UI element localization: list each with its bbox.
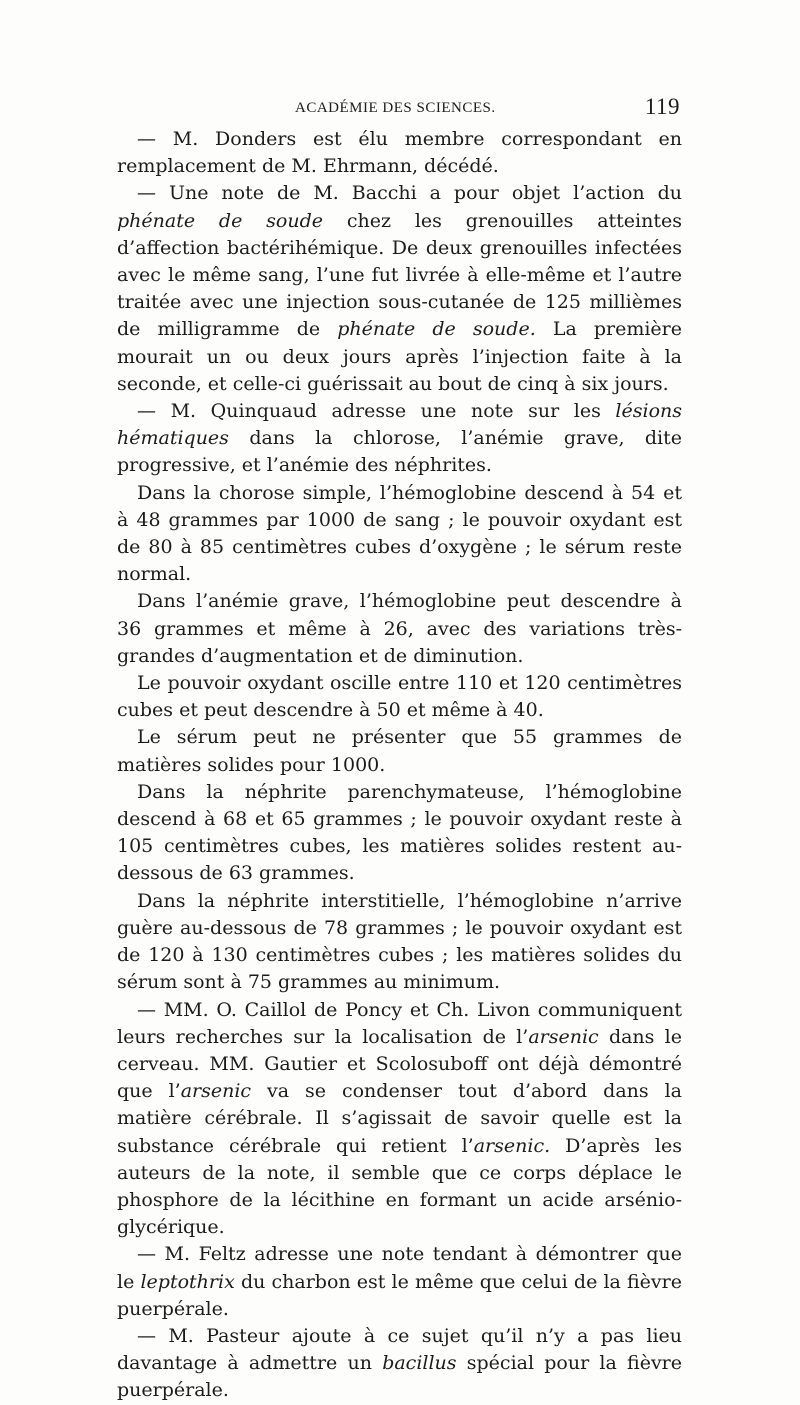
text-run: chez les grenouilles atteintes d’affection bactérihémique. De deux grenouilles infectées avec le même sang, l’une fut livrée à elle-même et l’autre traitée avec une injection sous-cutanée de 125 millièmes de milligramme de xyxy=(117,209,682,341)
text-run: Dans la chorose simple, l’hémoglobine descend à 54 et à 48 grammes par 1000 de sang ; le pouvoir oxydant est de 80 à 85 centimètres cubes d’oxygène ; le sérum reste normal. xyxy=(117,481,682,586)
paragraph xyxy=(117,670,682,724)
running-head xyxy=(117,96,682,124)
paragraph xyxy=(117,180,682,398)
paragraph xyxy=(117,1241,682,1323)
text-run: D’après les auteurs de la note, il semble que ce corps déplace le phosphore de la lécithine en formant un acide arsénio-glycérique. xyxy=(117,1134,682,1239)
running-title: ACADÉMIE DES SCIENCES. xyxy=(295,100,496,116)
text-run: dans la chlorose, l’anémie grave, dite progressive, et l’anémie des néphrites. xyxy=(117,427,682,477)
text-run: Dans la néphrite interstitielle, l’hémoglobine n’arrive guère au-dessous de 78 grammes ; le pouvoir oxydant est de 120 à 130 centimètres cubes ; les matières solides du sérum sont à 75 grammes au minimum. xyxy=(117,889,682,994)
text-run: — M. Pasteur ajoute à ce sujet qu’il n’y a pas lieu davantage à admettre un xyxy=(117,1324,682,1375)
italic-term: arsenic. xyxy=(473,1134,551,1157)
body-text xyxy=(117,126,682,1405)
document-page xyxy=(117,96,682,1405)
paragraph xyxy=(117,126,682,180)
text-run: Le pouvoir oxydant oscille entre 110 et 120 centimètres cubes et peut descendre à 50 et même à 40. xyxy=(117,672,682,722)
italic-term: phénate de soude xyxy=(117,209,324,232)
italic-term: lésions hématiques xyxy=(117,400,682,450)
paragraph xyxy=(117,588,682,670)
text-run: — Une note de M. Bacchi a pour objet l’action du xyxy=(137,182,682,205)
paragraph xyxy=(117,724,682,778)
page-number: 119 xyxy=(644,94,680,119)
italic-term: bacillus xyxy=(382,1352,457,1375)
text-run: du charbon est le même que celui de la fièvre puerpérale. xyxy=(117,1270,682,1320)
text-run: — MM. O. Caillol de Poncy et Ch. Livon communiquent leurs recherches sur la localisation de l’ xyxy=(117,998,682,1048)
text-run: dans le cerveau. MM. Gautier et Scolosuboff ont déjà démontré que l’ xyxy=(117,1025,682,1103)
text-run: Dans la néphrite parenchymateuse, l’hémoglobine descend à 68 et 65 grammes ; le pouvoir oxydant reste à 105 centimètres cubes, les matières solides restent au-dessous de 63 grammes. xyxy=(117,780,682,885)
text-run: va se condenser tout d’abord dans la matière cérébrale. Il s’agissait de savoir quelle est la substance cérébrale qui retient l’ xyxy=(117,1080,682,1157)
text-run: — M. Feltz adresse une note tendant à démontrer que le xyxy=(117,1243,682,1293)
paragraph xyxy=(117,480,682,589)
text-run: Le sérum peut ne présenter que 55 grammes de matières solides pour 1000. xyxy=(117,726,682,776)
italic-term: phénate de soude. xyxy=(337,318,536,341)
italic-term: leptothrix xyxy=(140,1270,235,1293)
text-run: spécial pour la fièvre puerpérale. xyxy=(117,1352,682,1402)
paragraph xyxy=(117,779,682,888)
text-run: Dans l’anémie grave, l’hémoglobine peut descendre à 36 grammes et même à 26, avec des variations très-grandes d’augmentation et de diminution. xyxy=(117,590,682,667)
paragraph xyxy=(117,997,682,1242)
text-run: — M. Quinquaud adresse une note sur les xyxy=(137,400,616,423)
text-run: — M. Donders est élu membre correspondant en remplacement de M. Ehrmann, décédé. xyxy=(117,128,682,178)
italic-term: arsenic xyxy=(180,1080,252,1103)
paragraph xyxy=(117,398,682,480)
paragraph xyxy=(117,888,682,997)
paragraph xyxy=(117,1323,682,1405)
text-run: La première mourait un ou deux jours après l’injection faite à la seconde, et celle-ci guérissait au bout de cinq à six jours. xyxy=(117,318,682,395)
italic-term: arsenic xyxy=(528,1025,599,1048)
